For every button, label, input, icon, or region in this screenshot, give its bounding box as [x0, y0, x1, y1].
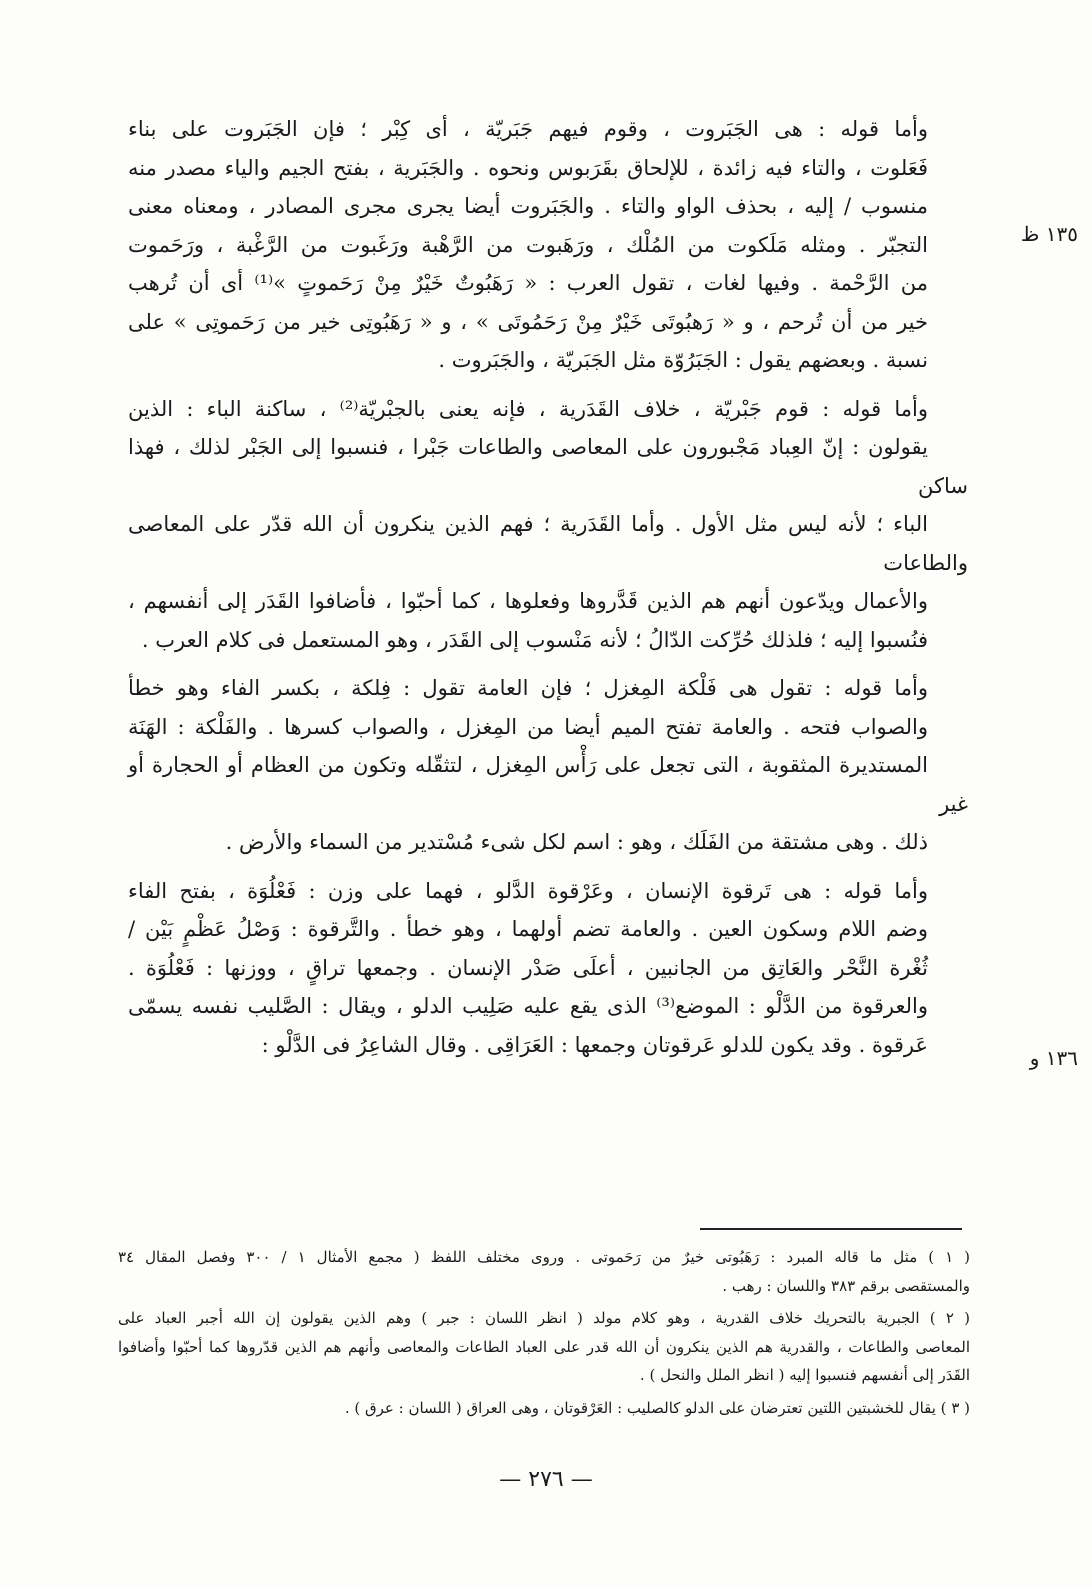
text-line: فنُسبوا إليه ؛ فلذلك حُرِّكت الدّالُ ؛ لأنه مَنْسوب إلى القَدَر ، وهو المستعمل فى كلام العرب .	[141, 627, 928, 652]
text-line: ذلك . وهى مشتقة من الفَلَك ، وهو : اسم لكل شىء مُسْتدير من السماء والأرض .	[225, 830, 928, 854]
text-line: وأما قوله : هى تَرقوة الإنسان ، وعَرْقوة الدَّلو ، فهما على وزن : فَعْلُوَة ، بفتح الفاء	[128, 878, 928, 903]
text-line: عَرقوة . وقد يكون للدلو عَرقوتان وجمعها : العَرَاقِى . وقال الشاعِرُ فى الدَّلْو :	[261, 1032, 928, 1057]
text-line: خير من أن تُرحم ، و « رَهبُوتَى خَيْرٌ مِنْ رَحَمُوتَى » ، و « رَهَبُوتِى خير من رَحَموتِى » على	[128, 309, 928, 334]
main-text	[128, 110, 968, 1074]
text-line: من الرَّحْمة . وفيها لغات ، تقول العرب : « رَهَبُوتٌ خَيْرٌ مِنْ رَحَموتٍ »⁽¹⁾ أى أن تُرهب	[128, 271, 928, 295]
text-line: وأما قوله : قوم جَبْريّة ، خلاف القَدَرية ، فإنه يعنى بالجبْريّة⁽²⁾ ، ساكنة الباء : الذين	[128, 396, 928, 421]
paragraph-tarquwa	[128, 872, 968, 1065]
text-line: منسوب / إليه ، بحذف الواو والتاء . والجَبَروت أيضا يجرى مجرى المصادر ، ومعناه معنى	[128, 194, 928, 218]
margin-folio-ref: ١٣٥ ظ	[1020, 222, 1078, 246]
page-number: — ٢٧٦ —	[499, 1467, 593, 1492]
footnote	[118, 1304, 970, 1390]
paragraph-falka	[128, 669, 968, 862]
text-line: وضم اللام وسكون العين . والعامة تضم أولهما ، وهو خطأ . والتَّرقوة : وَصْلُ عَظْمٍ بَيْن /	[128, 917, 928, 941]
text-line: وأما قوله : هى الجَبَروت ، وقوم فيهم جَبَريّة ، أى كِبْر ؛ فإن الجَبَروت على بناء	[128, 117, 928, 141]
text-line: ثُغْرة النَّحْر والعَاتِق من الجانبين ، أعلَى صَدْر الإنسان . وجمعها تراقٍ ، ووزنها : فَعْلُوَة .	[128, 955, 928, 980]
footnote	[118, 1394, 970, 1423]
text-line: وأما قوله : تقول هى فَلْكة المِغزل ؛ فإن العامة تقول : فِلكة ، بكسر الفاء وهو خطأ	[128, 676, 928, 700]
text-line: الباء ؛ لأنه ليس مثل الأول . وأما القَدَرية ؛ فهم الذين ينكرون أن الله قدّر على المعاصى والطاعات	[128, 512, 968, 575]
footnote-line: القَدَر إلى أنفسهم فنسبوا إليه ( انظر الملل والنحل ) .	[639, 1366, 970, 1384]
margin-folio-ref: ١٣٦ و	[1029, 1046, 1078, 1070]
text-line: نسبة . وبعضهم يقول : الجَبَرُوّة مثل الجَبَريّة ، والجَبَروت .	[438, 348, 928, 372]
text-line: المستديرة المثقوبة ، التى تجعل على رَأْس المِغزل ، لتثقّله وتكون من العظام أو الحجارة أو غير	[128, 753, 968, 816]
paragraph-jabarut	[128, 110, 968, 380]
text-line: فَعَلوت ، والتاء فيه زائدة ، للإلحاق بقَرَبوس ونحوه . والجَبَرية ، بفتح الجيم والياء مصدر منه	[128, 155, 928, 180]
footnote-line: ( ٢ ) الجبرية بالتحريك خلاف القدرية ، وهو كلام مولد ( انظر اللسان : جبر ) وهم الذين يقولون إن الله أجبر العباد على	[118, 1309, 971, 1327]
text-line: والصواب فتحه . والعامة تفتح الميم أيضا من المِغزل ، والصواب كسرها . والفَلْكة : الهَنَة	[128, 714, 928, 739]
footnote-line: ( ١ ) مثل ما قاله المبرد : رَهَبُوتى خيرٌ من رَحَموتى . وروى مختلف اللفظ ( مجمع الأمثال ١ / ٣٠٠ وفصل المقال ٣٤	[118, 1248, 970, 1266]
text-line: يقولون : إنّ العِباد مَجْبورون على المعاصى والطاعات جَبْرا ، فنسبوا إلى الجَبْر لذلك ، فهذا ساكن	[128, 435, 968, 498]
text-line: والعرقوة من الدَّلْو : الموضع⁽³⁾ الذى يقع عليه صَلِيب الدلو ، ويقال : الصَّليب نفسه يسمّى	[128, 994, 929, 1018]
footnote	[118, 1243, 970, 1300]
paragraph-jabriyya	[128, 390, 968, 660]
text-line: التجبّر . ومثله مَلَكوت من المُلْك ، ورَهَبوت من الرَّهْبة ورَغَبوت من الرَّغْبة ، ورَحَموت	[128, 232, 928, 257]
footnotes	[118, 1243, 970, 1426]
footnote-separator	[700, 1228, 962, 1230]
text-line: والأعمال ويدّعون أنهم هم الذين قَدَّروها وفعلوها ، كما أحبّوا ، فأضافوا القَدَر إلى أنفسهم ،	[128, 589, 928, 613]
footnote-line: ( ٣ ) يقال للخشبتين اللتين تعترضان على الدلو كالصليب : العَرْقوتان ، وهى العراق ( اللسان : عرق ) .	[344, 1398, 970, 1417]
footnote-line: والمستقصى برقم ٣٨٣ واللسان : رهب .	[722, 1276, 970, 1295]
footnote-line: المعاصى والطاعات ، والقدرية هم الذين ينكرون أن الله قدر على العباد الطاعات والمعاصى وأنهم هم الذين قدّروها كما أحبّوا وأضافوا	[118, 1337, 970, 1356]
